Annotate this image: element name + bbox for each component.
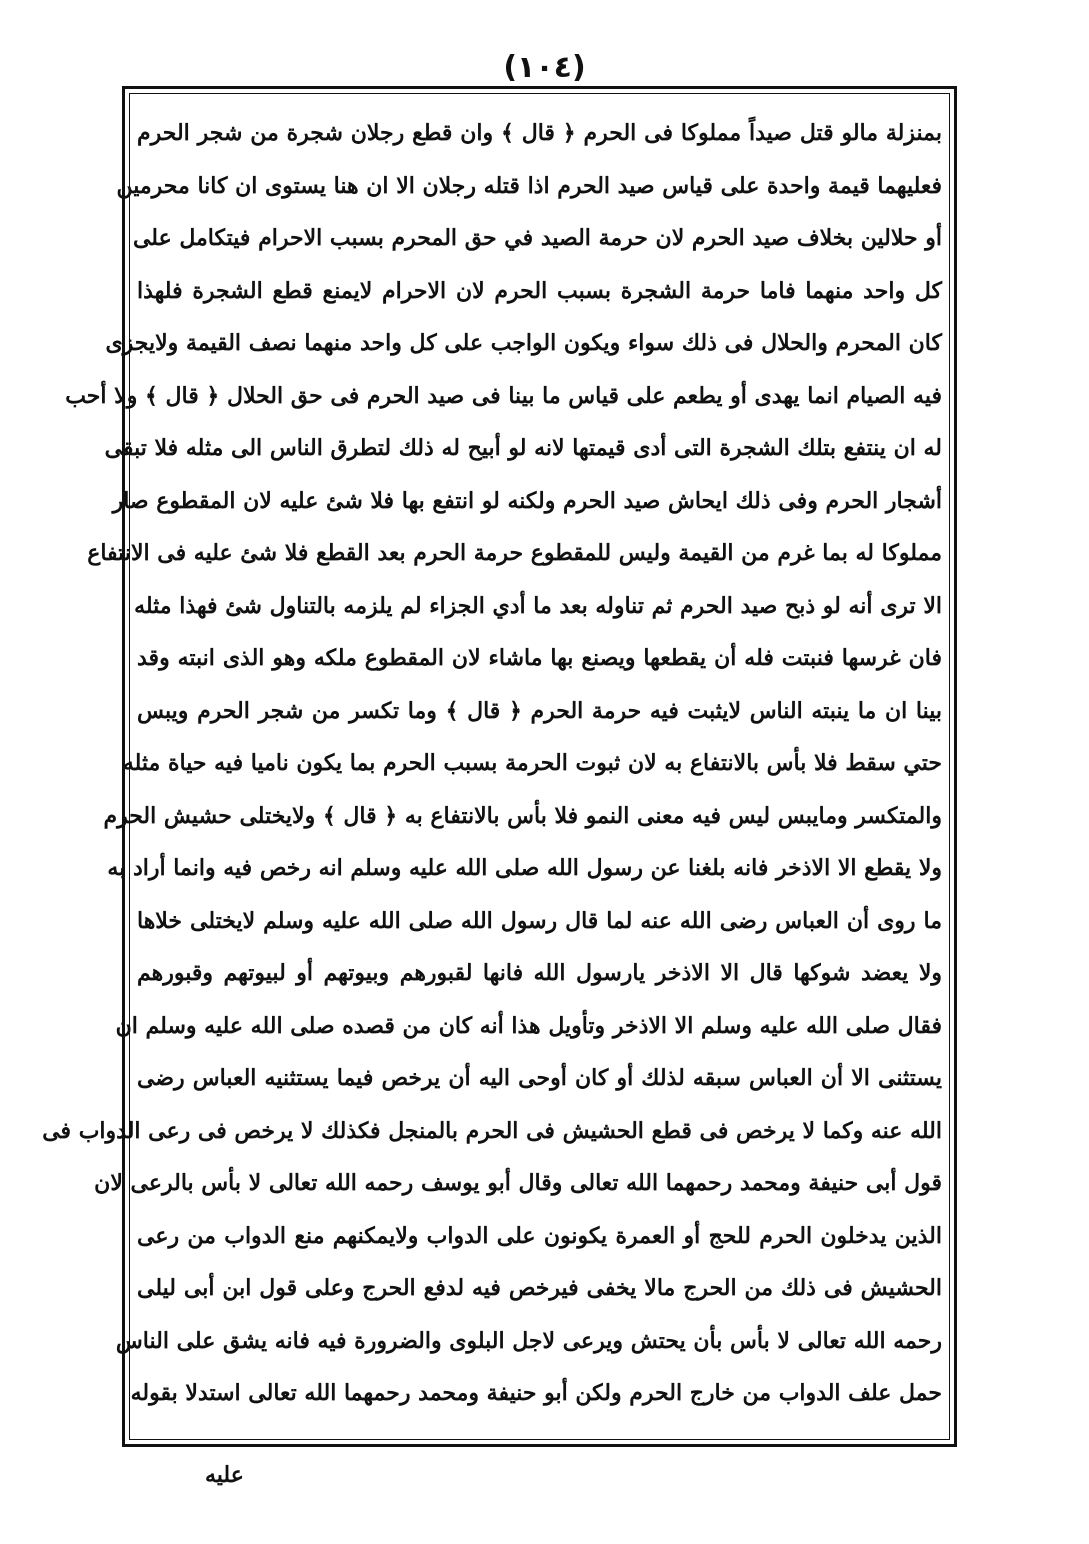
text-line: أشجار الحرم وفى ذلك ايحاش صيد الحرم ولكنه لو انتفع بها فلا شئ عليه لان المقطوع صار (112, 487, 942, 514)
text-line: حتي سقط فلا بأس بالانتفاع به لان ثبوت الحرمة بسبب الحرم بما يكون ناميا فيه حياة مثله (122, 750, 942, 776)
page-number: (١٠٤) (503, 50, 586, 85)
catchword: عليه (205, 1462, 244, 1488)
text-line: بمنزلة مالو قتل صيداً مملوكا فى الحرم ﴿ قال ﴾ وان قطع رجلان شجرة من شجر الحرم (137, 120, 942, 146)
main-text (42, 107, 942, 1430)
text-line: له ان ينتفع بتلك الشجرة التى أدى قيمتها لانه لو أبيح له ذلك لتطرق الناس الى مثله فلا تبقى (104, 435, 942, 461)
text-line: والمتكسر ومايبس ليس فيه معنى النمو فلا بأس بالانتفاع به ﴿ قال ﴾ ولايختلى حشيش الحرم (103, 802, 942, 829)
text-line: أو حلالين بخلاف صيد الحرم لان حرمة الصيد في حق المحرم بسبب الاحرام فيتكامل على (132, 225, 942, 251)
text-line: حمل علف الدواب من خارج الحرم ولكن أبو حنيفة ومحمد رحمهما الله تعالى استدلا بقوله (130, 1380, 942, 1406)
text-line: فعليهما قيمة واحدة على قياس صيد الحرم اذا قتله رجلان الا ان هنا يستوى ان كانا محرمين (116, 172, 942, 199)
text-line: فيه الصيام انما يهدى أو يطعم على قياس ما بينا فى صيد الحرم فى حق الحلال ﴿ قال ﴾ ولا أحب (65, 382, 942, 409)
text-line: قول أبى حنيفة ومحمد رحمهما الله تعالى وقال أبو يوسف رحمه الله تعالى لا بأس بالرعى لان (94, 1170, 942, 1196)
text-line: بينا ان ما ينبته الناس لايثبت فيه حرمة الحرم ﴿ قال ﴾ وما تكسر من شجر الحرم ويبس (137, 697, 942, 724)
text-line: الله عنه وكما لا يرخص فى قطع الحشيش فى الحرم بالمنجل فكذلك لا يرخص فى رعى الدواب فى (42, 1117, 942, 1144)
text-line: ولا يعضد شوكها قال الا الاذخر يارسول الله فانها لقبورهم وبيوتهم أو لبيوتهم وقبورهم (137, 960, 942, 986)
text-line: الا ترى أنه لو ذبح صيد الحرم ثم تناوله بعد ما أدي الجزاء لم يلزمه بالتناول شئ فهذا مثله (134, 592, 942, 619)
text-line: فقال صلى الله عليه وسلم الا الاذخر وتأويل هذا أنه كان من قصده صلى الله عليه وسلم ان (115, 1012, 942, 1039)
text-line: كان المحرم والحلال فى ذلك سواء ويكون الواجب على كل واحد منهما نصف القيمة ولايجزى (105, 330, 942, 356)
text-line: ما روى أن العباس رضى الله عنه لما قال رسول الله صلى الله عليه وسلم لايختلى خلاها (137, 907, 942, 934)
text-line: رحمه الله تعالى لا بأس بأن يحتش ويرعى لاجل البلوى والضرورة فيه فانه يشق على الناس (115, 1327, 942, 1354)
text-line: مملوكا له بما غرم من القيمة وليس للمقطوع حرمة الحرم بعد القطع فلا شئ عليه فى الانتفاع (87, 540, 942, 566)
text-line: كل واحد منهما فاما حرمة الشجرة بسبب الحرم لان الاحرام لايمنع قطع الشجرة فلهذا (137, 277, 942, 304)
text-line: الذين يدخلون الحرم للحج أو العمرة يكونون على الدواب ولايمكنهم منع الدواب من رعى (137, 1222, 942, 1249)
text-line: ولا يقطع الا الاذخر فانه بلغنا عن رسول الله صلى الله عليه وسلم انه رخص فيه وانما أراد به (107, 855, 942, 881)
text-line: يستثنى الا أن العباس سبقه لذلك أو كان أوحى اليه أن يرخص فيما يستثنيه العباس رضى (137, 1065, 942, 1091)
text-line: الحشيش فى ذلك من الحرج مالا يخفى فيرخص فيه لدفع الحرج وعلى قول ابن أبى ليلى (137, 1275, 942, 1301)
text-line: فان غرسها فنبتت فله أن يقطعها ويصنع بها ماشاء لان المقطوع ملكه وهو الذى انبته وقد (137, 645, 942, 671)
text-frame (42, 86, 957, 1447)
